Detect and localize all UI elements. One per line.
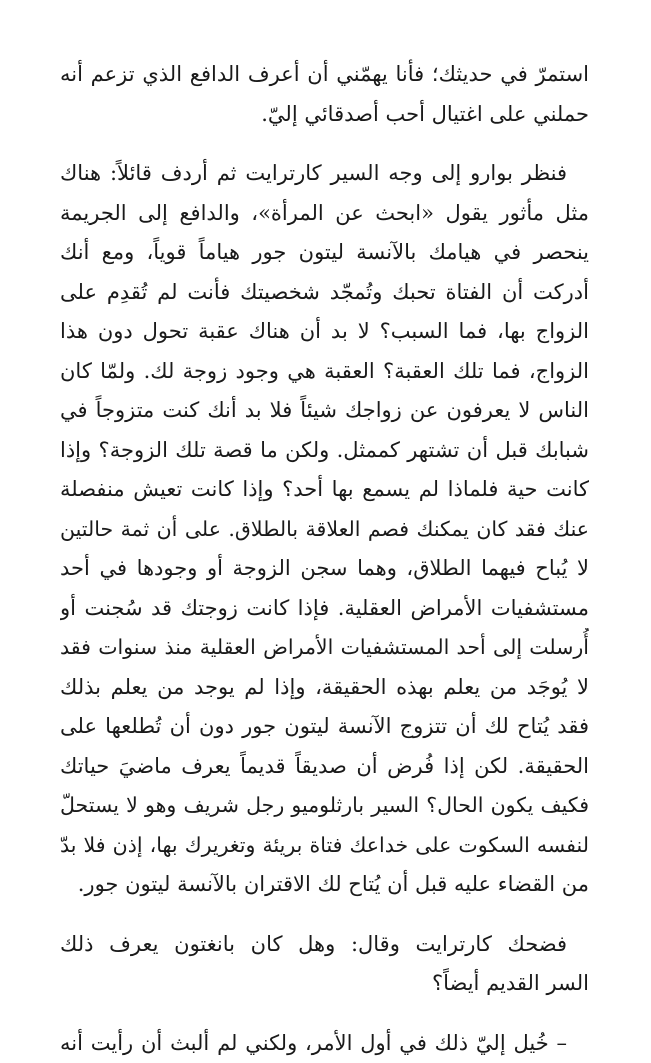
paragraph-3 bbox=[60, 925, 589, 1004]
text-line: الناس لا يعرفون عن زواجك شيئاً فلا بد أنك كنت متزوجاً في bbox=[60, 391, 589, 431]
paragraph-2 bbox=[60, 154, 589, 905]
text-line: الحقيقة. لكن إذا فُرض أن صديقاً قديماً يعرف ماضيَ حياتك bbox=[60, 747, 589, 787]
text-line: – خُيل إليّ ذلك في أول الأمر، ولكني لم ألبث أن رأيت أنه bbox=[60, 1024, 589, 1063]
text-line: فكيف يكون الحال؟ السير بارثلوميو رجل شريف وهو لا يستحلّ bbox=[60, 786, 589, 826]
text-line: الزواج بها، فما السبب؟ لا بد أن هناك عقبة تحول دون هذا bbox=[60, 312, 589, 352]
paragraph-4 bbox=[60, 1024, 589, 1063]
text-line: مثل مأثور يقول «ابحث عن المرأة»، والدافع إلى الجريمة bbox=[60, 194, 589, 234]
text-line: استمرّ في حديثك؛ فأنا يهمّني أن أعرف الدافع الذي تزعم أنه bbox=[60, 55, 589, 95]
text-line: فقد يُتاح لك أن تتزوج الآنسة ليتون جور دون أن تُطلعها على bbox=[60, 707, 589, 747]
text-line: شبابك قبل أن تشتهر كممثل. ولكن ما قصة تلك الزوجة؟ وإذا bbox=[60, 431, 589, 471]
text-line: حملني على اغتيال أحب أصدقائي إليّ. bbox=[60, 95, 589, 135]
book-page bbox=[60, 55, 589, 1000]
text-line: ينحصر في هيامك بالآنسة ليتون جور هياماً قوياً، ومع أنك bbox=[60, 233, 589, 273]
text-line: أدركت أن الفتاة تحبك وتُمجّد شخصيتك فأنت لم تُقدِم على bbox=[60, 273, 589, 313]
text-line: من القضاء عليه قبل أن يُتاح لك الاقتران بالآنسة ليتون جور. bbox=[60, 865, 589, 905]
paragraph-1 bbox=[60, 55, 589, 134]
text-line: مستشفيات الأمراض العقلية. فإذا كانت زوجتك قد سُجنت أو bbox=[60, 589, 589, 629]
text-line: فضحك كارترايت وقال: وهل كان بانغتون يعرف ذلك bbox=[60, 925, 589, 965]
text-line: لا يُوجَد من يعلم بهذه الحقيقة، وإذا لم يوجد من يعلم بذلك bbox=[60, 668, 589, 708]
text-line: لنفسه السكوت على خداعك فتاة بريئة وتغريرك بها، إذن فلا بدّ bbox=[60, 826, 589, 866]
text-line: الزواج، فما تلك العقبة؟ العقبة هي وجود زوجة لك. ولمّا كان bbox=[60, 352, 589, 392]
text-line: عنك فقد كان يمكنك فصم العلاقة بالطلاق. على أن ثمة حالتين bbox=[60, 510, 589, 550]
text-line: فنظر بوارو إلى وجه السير كارترايت ثم أردف قائلاً: هناك bbox=[60, 154, 589, 194]
text-line: أُرسلت إلى أحد المستشفيات الأمراض العقلية منذ سنوات فقد bbox=[60, 628, 589, 668]
text-line: السر القديم أيضاً؟ bbox=[60, 964, 589, 1004]
text-line: كانت حية فلماذا لم يسمع بها أحد؟ وإذا كانت تعيش منفصلة bbox=[60, 470, 589, 510]
text-line: لا يُباح فيهما الطلاق، وهما سجن الزوجة أو وجودها في أحد bbox=[60, 549, 589, 589]
